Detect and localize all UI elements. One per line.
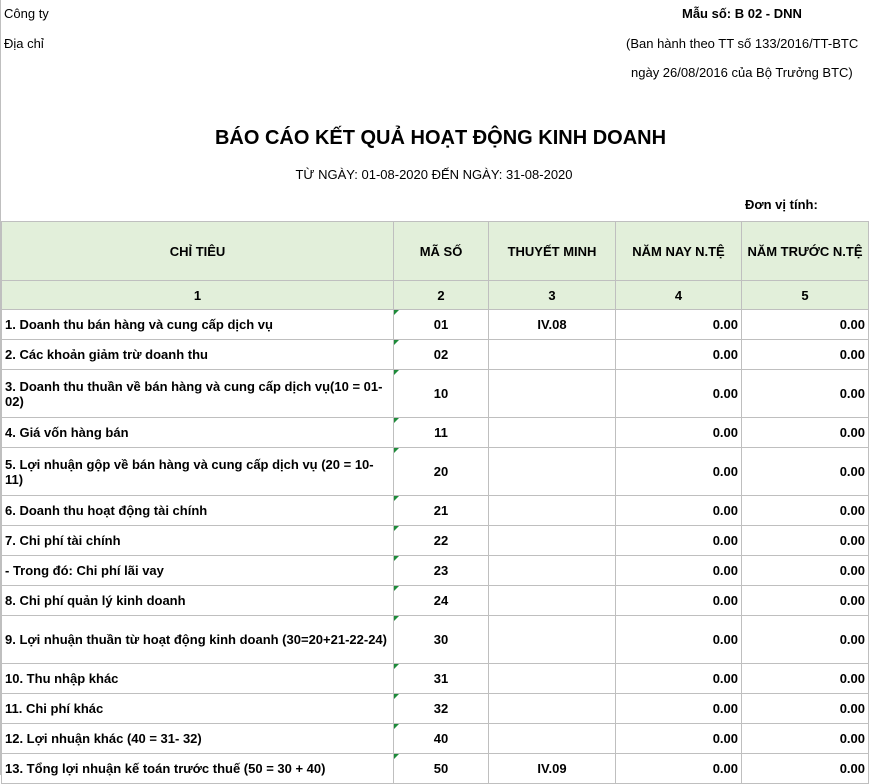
table-row [2, 694, 869, 724]
table-row [2, 616, 869, 664]
row-label-text: 1. Doanh thu bán hàng và cung cấp dịch vụ [5, 317, 273, 332]
table-row [2, 586, 869, 616]
row-previous-value-text: 0.00 [839, 761, 865, 776]
row-label-cell[interactable] [2, 496, 394, 526]
row-label-text: 12. Lợi nhuận khác (40 = 31- 32) [5, 731, 202, 746]
row-current-value-text: 0.00 [712, 503, 738, 518]
cell-comment-indicator [394, 724, 399, 729]
cell-comment-indicator [394, 616, 399, 621]
column-header[interactable]: CHỈ TIÊU [2, 222, 394, 281]
row-previous-value-text: 0.00 [839, 347, 865, 362]
row-label-cell[interactable] [2, 556, 394, 586]
row-note-cell[interactable] [489, 448, 616, 496]
row-previous-value-text: 0.00 [839, 593, 865, 608]
row-note-cell[interactable] [489, 526, 616, 556]
issued-line-2: ngày 26/08/2016 của Bộ Trưởng BTC) [631, 65, 853, 80]
row-label-cell[interactable] [2, 340, 394, 370]
column-number[interactable]: 1 [2, 281, 394, 310]
row-current-value-cell[interactable] [616, 586, 742, 616]
row-code-cell[interactable] [394, 496, 489, 526]
row-previous-value-cell[interactable] [742, 586, 869, 616]
row-code-cell[interactable] [394, 556, 489, 586]
row-previous-value-text: 0.00 [839, 425, 865, 440]
table-row [2, 664, 869, 694]
form-code: Mẫu số: B 02 - DNN [682, 6, 802, 21]
row-code-text: 20 [433, 464, 449, 479]
row-current-value-cell[interactable] [616, 526, 742, 556]
row-current-value-cell[interactable] [616, 754, 742, 784]
cell-comment-indicator [394, 694, 399, 699]
row-previous-value-text: 0.00 [839, 632, 865, 647]
row-current-value-cell[interactable] [616, 724, 742, 754]
cell-comment-indicator [394, 586, 399, 591]
row-label-cell[interactable] [2, 526, 394, 556]
row-current-value-text: 0.00 [712, 386, 738, 401]
column-number[interactable]: 4 [616, 281, 742, 310]
row-label-cell[interactable] [2, 310, 394, 340]
row-label-text: 10. Thu nhập khác [5, 671, 119, 686]
cell-comment-indicator [394, 556, 399, 561]
row-code-text: 31 [433, 671, 449, 686]
row-label-cell[interactable] [2, 448, 394, 496]
row-label-cell[interactable] [2, 370, 394, 418]
row-note-cell[interactable] [489, 418, 616, 448]
cell-comment-indicator [394, 664, 399, 669]
row-current-value-text: 0.00 [712, 347, 738, 362]
row-current-value-cell[interactable] [616, 556, 742, 586]
row-note-cell[interactable] [489, 556, 616, 586]
row-note-cell[interactable] [489, 724, 616, 754]
table-row [2, 340, 869, 370]
row-code-text: 21 [433, 503, 449, 518]
row-label-text: 6. Doanh thu hoạt động tài chính [5, 503, 208, 518]
table-row [2, 310, 869, 340]
row-previous-value-text: 0.00 [839, 701, 865, 716]
row-current-value-cell[interactable] [616, 370, 742, 418]
company-label: Công ty [4, 6, 49, 21]
row-code-cell[interactable] [394, 448, 489, 496]
column-header[interactable]: NĂM TRƯỚC N.TỆ [742, 222, 869, 281]
row-previous-value-cell[interactable] [742, 448, 869, 496]
column-header[interactable]: NĂM NAY N.TỆ [616, 222, 742, 281]
row-note-cell[interactable] [489, 664, 616, 694]
row-note-cell[interactable] [489, 694, 616, 724]
row-note-text: IV.09 [537, 761, 567, 776]
row-previous-value-text: 0.00 [839, 533, 865, 548]
row-code-text: 23 [433, 563, 449, 578]
row-label-text: 9. Lợi nhuận thuần từ hoạt động kinh doanh (30=20+21-22-24) [5, 632, 387, 647]
row-label-text: - Trong đó: Chi phí lãi vay [5, 563, 164, 578]
row-current-value-cell[interactable] [616, 496, 742, 526]
row-previous-value-text: 0.00 [839, 317, 865, 332]
income-statement-table [1, 221, 869, 784]
row-label-text: 8. Chi phí quản lý kinh doanh [5, 593, 186, 608]
cell-comment-indicator [394, 448, 399, 453]
row-code-text: 10 [433, 386, 449, 401]
table-row [2, 754, 869, 784]
table-body [2, 310, 869, 784]
row-code-text: 40 [433, 731, 449, 746]
row-previous-value-text: 0.00 [839, 464, 865, 479]
row-previous-value-text: 0.00 [839, 386, 865, 401]
row-current-value-cell[interactable] [616, 310, 742, 340]
column-header[interactable]: MÃ SỐ [394, 222, 489, 281]
row-label-cell[interactable] [2, 754, 394, 784]
row-previous-value-cell[interactable] [742, 526, 869, 556]
row-current-value-text: 0.00 [712, 731, 738, 746]
column-header[interactable]: THUYẾT MINH [489, 222, 616, 281]
unit-label: Đơn vị tính: [745, 197, 818, 212]
row-current-value-cell[interactable] [616, 418, 742, 448]
row-code-text: 50 [433, 761, 449, 776]
row-note-cell[interactable] [489, 496, 616, 526]
row-code-cell[interactable] [394, 418, 489, 448]
row-previous-value-cell[interactable] [742, 754, 869, 784]
row-label-text: 7. Chi phí tài chính [5, 533, 121, 548]
row-note-cell[interactable] [489, 586, 616, 616]
row-label-cell[interactable] [2, 586, 394, 616]
row-previous-value-cell[interactable] [742, 418, 869, 448]
address-label: Địa chỉ [4, 36, 44, 51]
row-previous-value-text: 0.00 [839, 671, 865, 686]
cell-comment-indicator [394, 370, 399, 375]
row-note-cell[interactable] [489, 340, 616, 370]
row-previous-value-cell[interactable] [742, 664, 869, 694]
row-previous-value-cell[interactable] [742, 724, 869, 754]
row-label-cell[interactable] [2, 694, 394, 724]
row-code-text: 22 [433, 533, 449, 548]
cell-comment-indicator [394, 310, 399, 315]
row-code-text: 24 [433, 593, 449, 608]
row-code-cell[interactable] [394, 526, 489, 556]
row-code-text: 32 [433, 701, 449, 716]
cell-comment-indicator [394, 340, 399, 345]
cell-comment-indicator [394, 754, 399, 759]
row-current-value-text: 0.00 [712, 317, 738, 332]
row-code-cell[interactable] [394, 310, 489, 340]
cell-comment-indicator [394, 496, 399, 501]
row-note-text: IV.08 [537, 317, 567, 332]
row-code-cell[interactable] [394, 664, 489, 694]
table-row [2, 556, 869, 586]
row-current-value-text: 0.00 [712, 425, 738, 440]
row-label-text: 2. Các khoản giảm trừ doanh thu [5, 347, 208, 362]
row-previous-value-cell[interactable] [742, 616, 869, 664]
issued-line-1: (Ban hành theo TT số 133/2016/TT-BTC [626, 36, 859, 51]
row-label-text: 5. Lợi nhuận gộp về bán hàng và cung cấp dịch vụ (20 = 10-11) [5, 456, 374, 487]
report-title: BÁO CÁO KẾT QUẢ HOẠT ĐỘNG KINH DOANH [214, 127, 667, 149]
cell-comment-indicator [394, 526, 399, 531]
row-code-cell[interactable] [394, 724, 489, 754]
row-note-cell[interactable] [489, 310, 616, 340]
report-period: TỪ NGÀY: 01-08-2020 ĐẾN NGÀY: 31-08-2020 [295, 167, 573, 182]
row-current-value-text: 0.00 [712, 761, 738, 776]
row-code-cell[interactable] [394, 586, 489, 616]
row-previous-value-cell[interactable] [742, 340, 869, 370]
row-code-cell[interactable] [394, 694, 489, 724]
row-current-value-text: 0.00 [712, 563, 738, 578]
row-code-text: 11 [434, 425, 448, 440]
row-code-cell[interactable] [394, 754, 489, 784]
table-row [2, 370, 869, 418]
row-previous-value-text: 0.00 [839, 563, 865, 578]
row-current-value-text: 0.00 [712, 593, 738, 608]
row-code-cell[interactable] [394, 370, 489, 418]
column-number[interactable]: 3 [489, 281, 616, 310]
row-current-value-cell[interactable] [616, 694, 742, 724]
row-code-cell[interactable] [394, 340, 489, 370]
row-current-value-text: 0.00 [712, 464, 738, 479]
row-previous-value-text: 0.00 [839, 503, 865, 518]
row-label-cell[interactable] [2, 664, 394, 694]
row-current-value-text: 0.00 [712, 533, 738, 548]
column-number[interactable]: 5 [742, 281, 869, 310]
column-number[interactable]: 2 [394, 281, 489, 310]
row-code-text: 01 [433, 317, 449, 332]
row-current-value-cell[interactable] [616, 616, 742, 664]
row-code-text: 02 [433, 347, 449, 362]
table-row [2, 418, 869, 448]
row-label-text: 4. Giá vốn hàng bán [5, 425, 129, 440]
row-current-value-text: 0.00 [712, 671, 738, 686]
row-label-cell[interactable] [2, 418, 394, 448]
cell-comment-indicator [394, 418, 399, 423]
row-previous-value-cell[interactable] [742, 370, 869, 418]
row-code-cell[interactable] [394, 616, 489, 664]
row-current-value-cell[interactable] [616, 448, 742, 496]
row-previous-value-text: 0.00 [839, 731, 865, 746]
row-note-cell[interactable] [489, 754, 616, 784]
row-label-cell[interactable] [2, 724, 394, 754]
row-previous-value-cell[interactable] [742, 496, 869, 526]
row-current-value-text: 0.00 [712, 701, 738, 716]
row-label-text: 11. Chi phí khác [5, 701, 104, 716]
row-previous-value-cell[interactable] [742, 694, 869, 724]
row-note-cell[interactable] [489, 370, 616, 418]
table-row [2, 724, 869, 754]
table-row [2, 448, 869, 496]
row-previous-value-cell[interactable] [742, 556, 869, 586]
row-current-value-cell[interactable] [616, 664, 742, 694]
row-label-text: 13. Tổng lợi nhuận kế toán trước thuế (50 = 30 + 40) [5, 761, 326, 776]
row-current-value-cell[interactable] [616, 340, 742, 370]
row-current-value-text: 0.00 [712, 632, 738, 647]
row-previous-value-cell[interactable] [742, 310, 869, 340]
row-label-text: 3. Doanh thu thuần về bán hàng và cung cấp dịch vụ(10 = 01-02) [5, 378, 383, 409]
table-row [2, 496, 869, 526]
row-label-cell[interactable] [2, 616, 394, 664]
row-code-text: 30 [433, 632, 449, 647]
table-row [2, 526, 869, 556]
row-note-cell[interactable] [489, 616, 616, 664]
